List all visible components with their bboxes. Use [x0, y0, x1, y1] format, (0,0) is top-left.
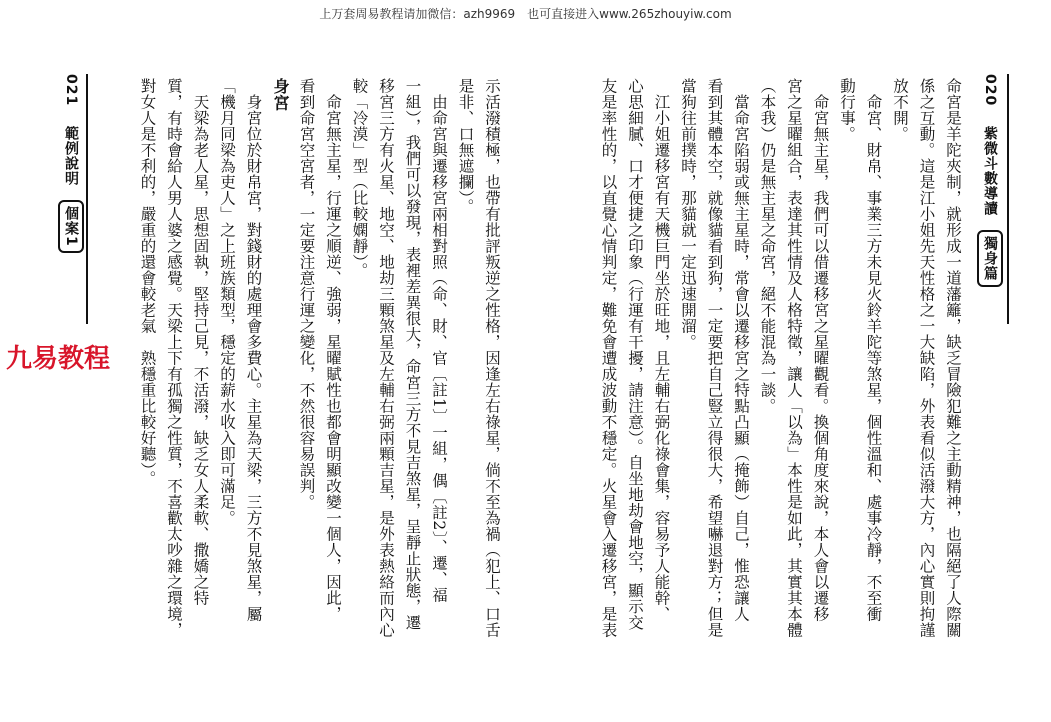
page-number: 021 [63, 74, 79, 107]
text-column: 質，有時會給人男人婆之感覺。天梁上下有孤獨之性質，不喜歡太吵雜之環境， [165, 78, 183, 638]
text-column: 放不開。 [891, 78, 909, 142]
text-column: 當狗往前撲時，那貓就一定迅速開溜。 [679, 78, 697, 350]
text-column: 「機月同梁為吏人」之上班族類型，穩定的薪水收入即可滿足。 [218, 78, 236, 526]
right-page [540, 30, 1051, 720]
text-column: 移宮三方有火星、地空、地劫三顆煞星及左輔右弼兩顆吉星，是外表熱絡而內心 [377, 78, 395, 638]
book-title: 紫微斗數導讀 [982, 126, 998, 217]
text-column: 命宮、財帛、事業三方未見火鈴羊陀等煞星，個性溫和、處事冷靜，不至衝 [864, 78, 883, 622]
body-text [110, 78, 505, 718]
book-title: 範例說明 [63, 126, 79, 187]
watermark-logo: 九易教程 [6, 344, 111, 374]
text-column: 天梁為老人星，思想固執，堅持己見，不活潑，缺乏女人柔軟、撒嬌之特 [191, 78, 210, 606]
text-column: 友是率性的，以直覺心情判定，難免會遭成波動不穩定。火星會入遷移宮，是表 [599, 78, 618, 638]
page-number: 020 [982, 74, 998, 107]
text-column: 命宮是羊陀夾制，就形成一道藩籬，缺乏冒險犯難之主動精神，也隔絕了人際關 [944, 78, 962, 638]
section-heading: 身宮 [271, 78, 290, 111]
banner-text: 上万套周易教程请加微信：azh9969 也可直接进入www.265zhouyiw.com [319, 7, 732, 21]
text-column: 心思細膩、口才便捷之印象（行運有干擾，請注意）。自坐地劫會地空，顯示交 [626, 78, 644, 631]
text-column: 看到其體本空，就像貓看到狗，一定要把自己豎立得很大，希望嚇退對方；但是 [705, 78, 724, 638]
text-column: 對女人是不利的，嚴重的還會較老氣 熟穩重比較好聽）。 [138, 78, 157, 487]
header-rule [86, 74, 88, 324]
text-column: 係之互動。這是江小姐先天性格之一大缺陷，外表看似活潑大方，內心實則拘謹 [917, 78, 936, 638]
text-column: 命宮無主星，行運之順逆、強弱，星曜賦性也都會明顯改變一個人，因此， [324, 78, 342, 622]
text-column: 看到命宮空宮者，一定要注意行運之變化，不然很容易誤判。 [297, 78, 316, 510]
text-column: 示活潑積極，也帶有批評叛逆之性格，因逢左右祿星，倘不至為禍（犯上、口舌 [483, 78, 501, 638]
section-label: 獨身篇 [977, 230, 1003, 287]
text-column: 動行事。 [838, 78, 856, 142]
text-column: 命宮無主星，我們可以借遷移宮之星曜觀看。換個角度來說，本人會以遷移 [811, 78, 830, 622]
text-column: 是非、口無遮攔）。 [456, 78, 475, 215]
section-label: 個案1 [58, 200, 84, 253]
body-text [536, 78, 966, 718]
header-rule [1007, 74, 1009, 324]
text-column: 由命宮與遷移宮兩相對照（命、財、官〔註1〕一組，偶〔註2〕、遷、福 [430, 78, 448, 603]
text-column: 當命宮陷弱或無主星時，常會以遷移宮之特點凸顯（掩飾）自己，惟恐讓人 [732, 78, 750, 622]
text-column: 身宮位於財帛宮，對錢財的處理會多費心。主星為天梁，三方不見煞星，屬 [244, 78, 263, 622]
text-column: （本我）仍是無主星之命宮，絕不能混為一談。 [758, 78, 777, 414]
running-header [977, 74, 1003, 354]
text-column: 宮之星曜組合，表達其性情及人格特徵，讓人「以為」本性是如此，其實其本體 [785, 78, 803, 638]
running-header [58, 74, 84, 354]
text-column: 江小姐遷移宮有天機巨門坐於旺地，且左輔右弼化祿會集，容易予人能幹、 [652, 78, 671, 622]
text-column: 較「冷漠」型（比較嫻靜）。 [350, 78, 369, 279]
text-column: 一組），我們可以發現，表裡差異很大，命宮三方不見吉煞星，呈靜止狀態，遷 [403, 78, 422, 631]
left-page [0, 30, 540, 720]
